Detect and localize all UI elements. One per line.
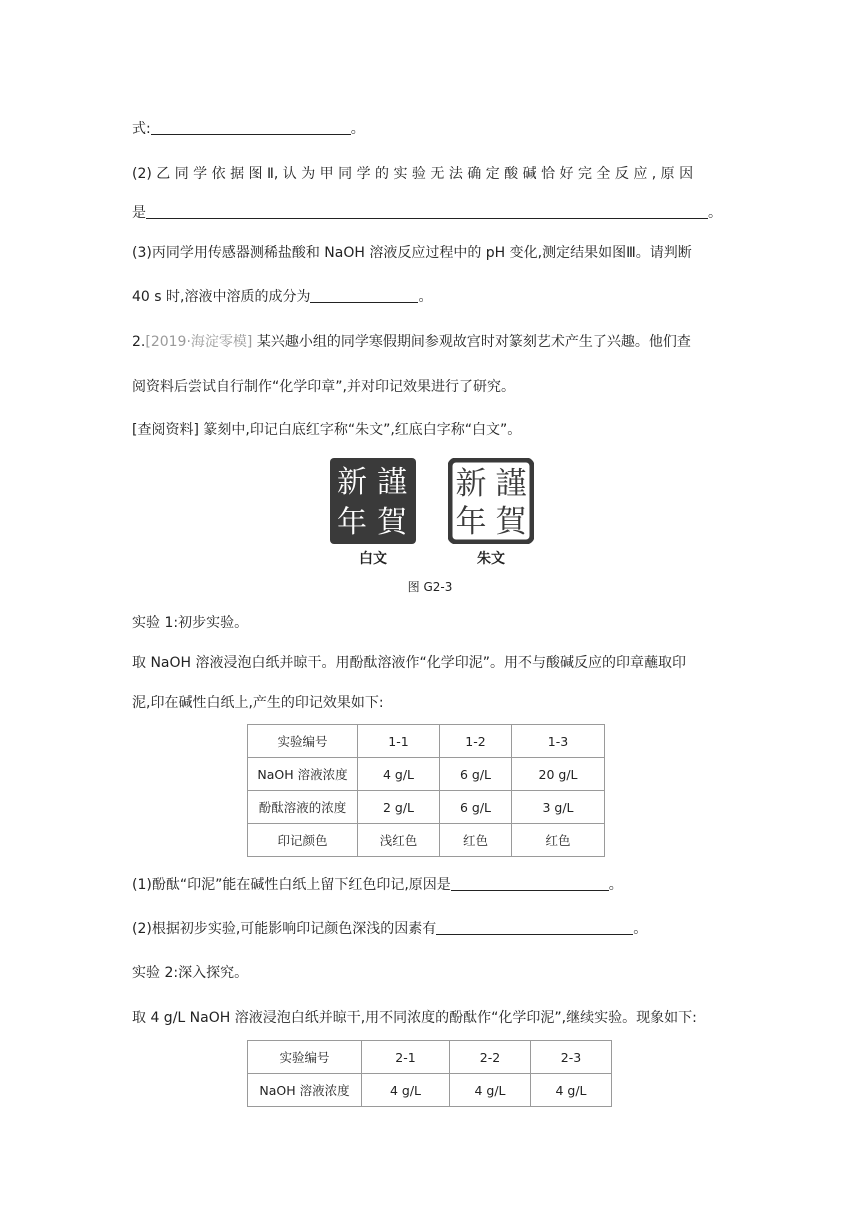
answer-blank[interactable] [451, 876, 609, 891]
table-cell: 印记颜色 [248, 824, 358, 857]
table-cell: 4 g/L [450, 1074, 531, 1107]
table-cell: 实验编号 [248, 725, 358, 758]
answer-blank[interactable] [310, 288, 418, 303]
line-text: 。 [708, 205, 722, 221]
line-text: 阅资料后尝试自行制作“化学印章”,并对印记效果进行了研究。 [132, 379, 515, 395]
line-text: [查阅资料] 篆刻中,印记白底红字称“朱文”,红底白字称“白文”。 [132, 422, 522, 438]
experiment-2-title [132, 964, 248, 982]
problem-2-line-2 [132, 378, 515, 396]
line-text: 式: [132, 121, 151, 137]
line-text: 。 [608, 877, 623, 893]
experiment-1-title [132, 614, 248, 632]
table-cell: 酚酞溶液的浓度 [248, 791, 358, 824]
question-2-line-2 [132, 204, 722, 222]
table-cell: 4 g/L [531, 1074, 612, 1107]
seal-char: 新 [455, 466, 487, 502]
answer-line-equation [132, 120, 365, 138]
question-2-line-1 [132, 165, 693, 183]
answer-blank[interactable] [151, 120, 351, 135]
table-cell: 6 g/L [440, 791, 512, 824]
seal-char: 謹 [495, 466, 527, 502]
question-2b-line [132, 920, 647, 938]
experiment-2-table [247, 1040, 612, 1107]
seal-char: 年 [337, 505, 367, 540]
line-text: 某兴趣小组的同学寒假期间参观故宫时对篆刻艺术产生了兴趣。他们查 [252, 334, 691, 350]
table-cell: 1-3 [512, 725, 605, 758]
seal-char: 年 [455, 504, 487, 540]
question-1-line [132, 876, 623, 894]
line-text: 实验 1:初步实验。 [132, 615, 249, 631]
table-cell: 6 g/L [440, 758, 512, 791]
reference-info [132, 421, 521, 439]
experiment-1-line-2 [132, 694, 384, 712]
table-cell: NaOH 溶液浓度 [248, 758, 358, 791]
line-text: (2) 乙 同 学 依 据 图 Ⅱ, 认 为 甲 同 学 的 实 验 无 法 确 定 酸 碱 恰 好 完 全 反 应 , 原 因 [132, 166, 694, 182]
line-text: 取 4 g/L NaOH 溶液浸泡白纸并晾干,用不同浓度的酚酞作“化学印泥”,继续实验。现象如下: [132, 1010, 697, 1026]
red-text-seal [448, 458, 534, 544]
table-cell: 4 g/L [358, 758, 440, 791]
table-cell: 2-1 [362, 1041, 450, 1074]
experiment-1-table [247, 724, 605, 857]
table-cell: 4 g/L [362, 1074, 450, 1107]
line-text: 取 NaOH 溶液浸泡白纸并晾干。用酚酞溶液作“化学印泥”。用不与酸碱反应的印章蘸取印 [132, 655, 687, 671]
table-row [248, 1041, 612, 1074]
table-cell: 20 g/L [512, 758, 605, 791]
table-row [248, 758, 605, 791]
table-cell: 1-2 [440, 725, 512, 758]
line-text: (1)酚酞“印泥”能在碱性白纸上留下红色印记,原因是 [132, 877, 451, 893]
problem-source: [2019·海淀零模] [145, 334, 253, 350]
line-text: 实验 2:深入探究。 [132, 965, 249, 981]
table-cell: 红色 [440, 824, 512, 857]
problem-number: 2. [132, 334, 146, 350]
white-text-seal [330, 458, 416, 544]
table-cell: NaOH 溶液浓度 [248, 1074, 362, 1107]
seal-char: 謹 [377, 465, 407, 500]
line-text: 。 [418, 289, 433, 305]
answer-blank[interactable] [436, 920, 633, 935]
line-text: 。 [350, 121, 365, 137]
seal-char: 新 [337, 465, 367, 500]
table-cell: 1-1 [358, 725, 440, 758]
line-text: 40 s 时,溶液中溶质的成分为 [132, 289, 311, 305]
table-row [248, 725, 605, 758]
line-text: 是 [132, 205, 146, 221]
seal-figure [330, 458, 535, 566]
line-text: 。 [633, 921, 648, 937]
experiment-2-line-1 [132, 1009, 697, 1027]
question-3-line-1 [132, 244, 692, 262]
seal-char: 賀 [377, 505, 407, 540]
table-cell: 实验编号 [248, 1041, 362, 1074]
table-cell: 2-2 [450, 1041, 531, 1074]
white-seal-label: 白文 [359, 551, 387, 567]
table-row [248, 1074, 612, 1107]
line-text: 泥,印在碱性白纸上,产生的印记效果如下: [132, 695, 384, 711]
red-seal-label: 朱文 [477, 551, 505, 567]
seal-char: 賀 [495, 504, 527, 540]
table-cell: 3 g/L [512, 791, 605, 824]
table-cell: 2 g/L [358, 791, 440, 824]
line-text: (3)丙同学用传感器测稀盐酸和 NaOH 溶液反应过程中的 pH 变化,测定结果如图Ⅲ。请判断 [132, 245, 692, 261]
problem-2-line-1 [132, 333, 691, 351]
line-text: (2)根据初步实验,可能影响印记颜色深浅的因素有 [132, 921, 437, 937]
question-3-line-2 [132, 288, 432, 306]
table-cell: 2-3 [531, 1041, 612, 1074]
table-cell: 浅红色 [358, 824, 440, 857]
table-row [248, 824, 605, 857]
table-row [248, 791, 605, 824]
answer-blank[interactable] [146, 204, 708, 219]
figure-caption: 图 G2-3 [407, 580, 453, 594]
table-cell: 红色 [512, 824, 605, 857]
experiment-1-line-1 [132, 654, 686, 672]
